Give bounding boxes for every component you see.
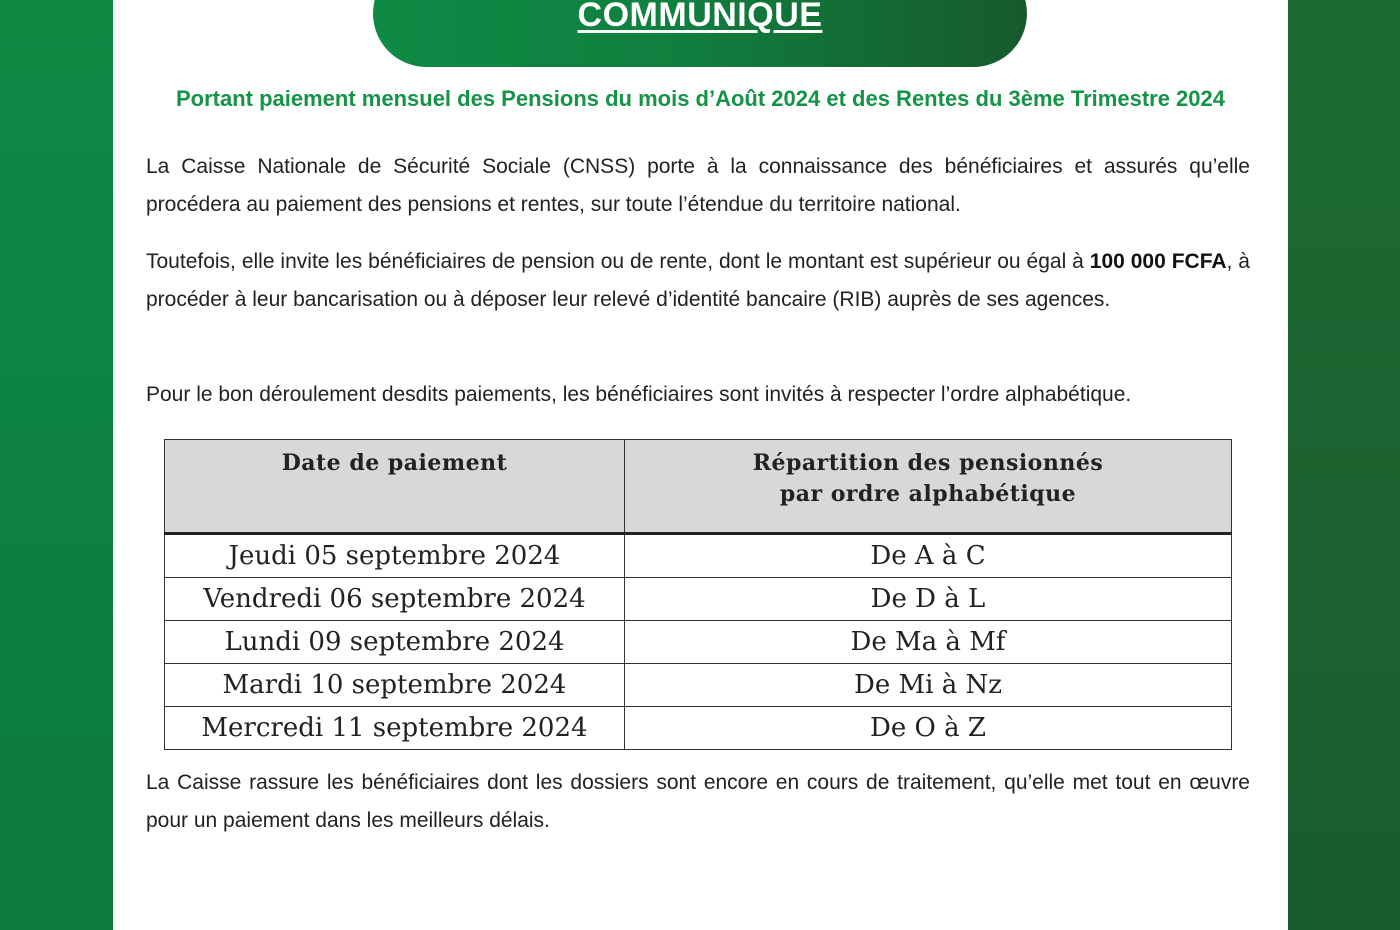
right-green-border (1288, 0, 1400, 930)
row-date: Vendredi 06 septembre 2024 (165, 578, 625, 621)
row-date: Mardi 10 septembre 2024 (165, 664, 625, 707)
communique-title: COMMUNIQUE (577, 0, 823, 34)
table-row (165, 621, 1232, 664)
row-range: De D à L (625, 578, 1232, 621)
title-banner (373, 0, 1027, 67)
header-distribution (625, 440, 1232, 534)
table-row (165, 707, 1232, 750)
amount-threshold: 100 000 FCFA (1089, 250, 1227, 273)
row-range: De O à Z (625, 707, 1232, 750)
row-date: Lundi 09 septembre 2024 (165, 621, 625, 664)
row-range: De Mi à Nz (625, 664, 1232, 707)
left-green-border (0, 0, 113, 930)
paragraph-intro: La Caisse Nationale de Sécurité Sociale (CNSS) porte à la connaissance des bénéficiaires et assurés qu’elle procédera au paiement des pensions et rentes, sur toute l’étendue du territoire national. (146, 155, 1250, 216)
header-date (165, 440, 625, 534)
subtitle: Portant paiement mensuel des Pensions du mois d’Août 2024 et des Rentes du 3ème Trimestre 2024 (175, 86, 1226, 111)
paragraph-bancarisation (146, 243, 1250, 319)
paragraph-alphabetical: Pour le bon déroulement desdits paiements, les bénéficiaires sont invités à respecter l’ordre alphabétique. (146, 383, 1132, 406)
row-range: De A à C (625, 534, 1232, 578)
table-row (165, 578, 1232, 621)
paragraph-bancarisation-text-b: , à procéder à leur bancarisation ou à déposer leur relevé d’identité bancaire (RIB) auprès de ses agences. (146, 250, 1250, 311)
row-date: Jeudi 05 septembre 2024 (165, 534, 625, 578)
header-distribution-line2: par ordre alphabétique (779, 481, 1077, 507)
row-range: De Ma à Mf (625, 621, 1232, 664)
paragraph-reassurance: La Caisse rassure les bénéficiaires dont les dossiers sont encore en cours de traitement, qu’elle met tout en œuvre pour un paiement dans les meilleurs délais. (146, 771, 1250, 832)
table-row (165, 534, 1232, 578)
table-header-row (165, 440, 1232, 534)
paragraph-bancarisation-text-a: Toutefois, elle invite les bénéficiaires de pension ou de rente, dont le montant est supérieur ou égal à (146, 250, 1090, 273)
payment-schedule-table (164, 439, 1232, 750)
header-distribution-line1: Répartition des pensionnés (752, 450, 1104, 476)
header-date-label: Date de paiement (281, 450, 508, 476)
row-date: Mercredi 11 septembre 2024 (165, 707, 625, 750)
table-row (165, 664, 1232, 707)
